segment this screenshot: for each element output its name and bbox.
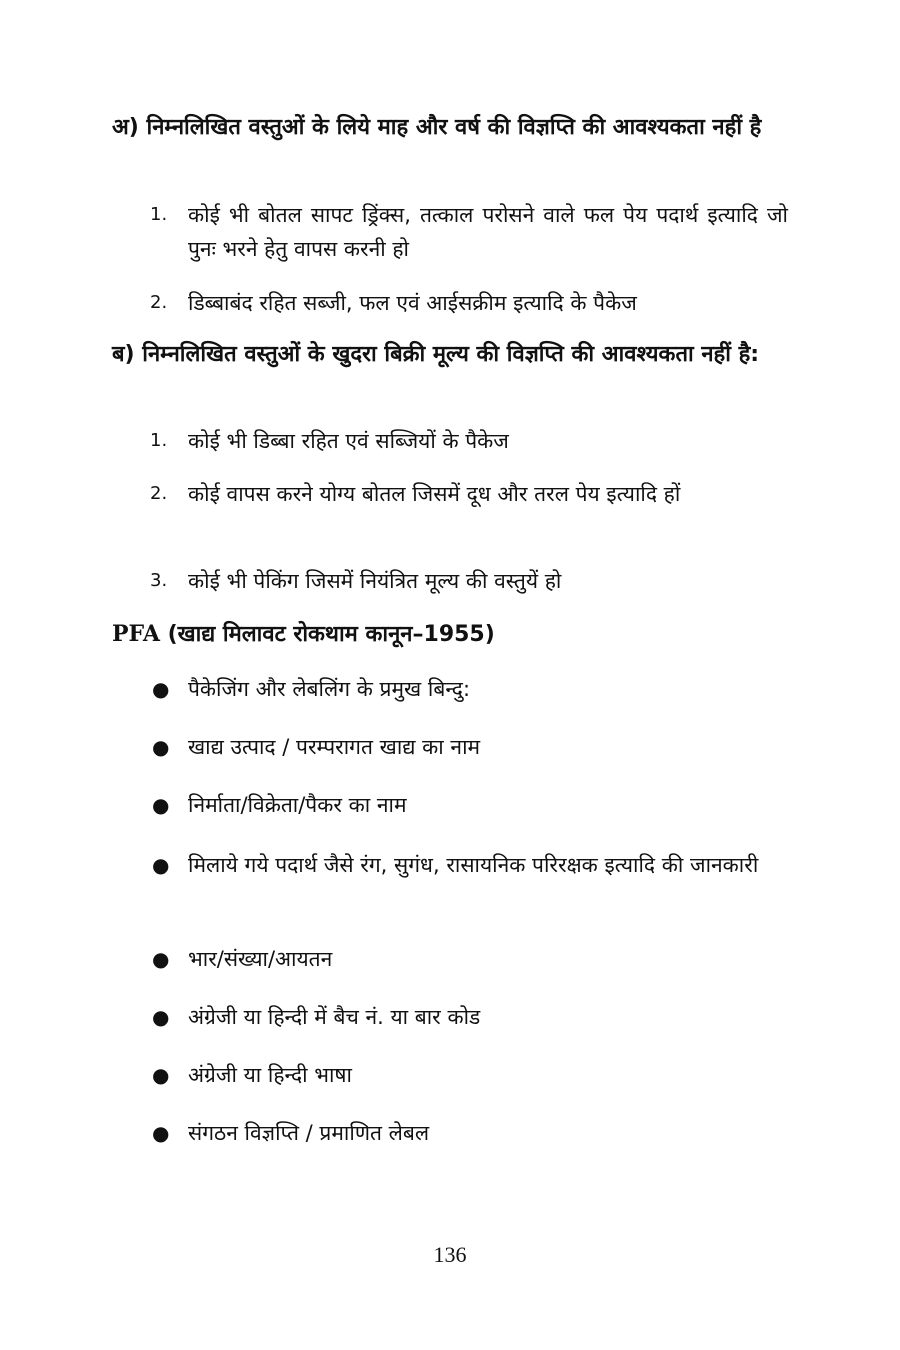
list-number: 2. [150,292,168,313]
section-a-heading: अ) निम्नलिखित वस्तुओं के लिये माह और वर्ष की विज्ञप्ति की आवश्यकता नहीं है [112,115,762,140]
pfa-item-5 [150,942,788,976]
list-number: 2. [150,483,168,504]
pfa-item-1 [150,672,788,706]
section-b-item-3 [150,564,788,598]
list-item-text: कोई भी पेकिंग जिसमें नियंत्रित मूल्य की वस्तुयें हो [188,569,562,593]
section-b-item-1 [150,424,788,458]
pfa-heading-text: (खाद्य मिलावट रोकथाम कानून–1955) [159,622,495,647]
pfa-item-8 [150,1116,788,1150]
list-item-text: संगठन विज्ञप्ति / प्रमाणित लेबल [188,1121,430,1145]
list-item-text: कोई वापस करने योग्य बोतल जिसमें दूध और तरल पेय इत्यादि हों [188,482,681,506]
bullet-icon: ● [152,1121,170,1145]
section-b-heading: ब) निम्नलिखित वस्तुओं के खुदरा बिक्री मूल्य की विज्ञप्ति की आवश्यकता नहीं है: [112,342,760,367]
list-number: 1. [150,430,168,451]
bullet-icon: ● [152,853,170,877]
list-number: 1. [150,204,168,225]
pfa-item-4 [150,848,788,882]
list-item-text: भार/संख्या/आयतन [188,947,333,971]
bullet-icon: ● [152,677,170,701]
bullet-icon: ● [152,793,170,817]
section-a-item-1 [150,198,788,266]
list-number: 3. [150,570,168,591]
section-b-item-2 [150,477,788,511]
list-item-text: मिलाये गये पदार्थ जैसे रंग, सुगंध, रासायनिक परिरक्षक इत्यादि की जानकारी [188,853,759,877]
list-item-text: अंग्रेजी या हिन्दी भाषा [188,1063,353,1087]
bullet-icon: ● [152,947,170,971]
pfa-item-2 [150,730,788,764]
pfa-item-3 [150,788,788,822]
list-item-text: डिब्बाबंद रहित सब्जी, फल एवं आईसक्रीम इत्यादि के पैकेज [188,291,637,315]
pfa-item-6 [150,1000,788,1034]
bullet-icon: ● [152,1005,170,1029]
page-number: 136 [433,1242,467,1267]
list-item-text: कोई भी डिब्बा रहित एवं सब्जियों के पैकेज [188,429,509,453]
list-item-text: कोई भी बोतल सापट ड्रिंक्स, तत्काल परोसने वाले फल पेय पदार्थ इत्यादि जो पुनः भरने हेतु वापस करनी हो [188,203,788,261]
list-item-text: निर्माता/विक्रेता/पैकर का नाम [188,793,407,817]
pfa-heading-abbrev: PFA [112,621,160,647]
list-item-text: पैकेजिंग और लेबलिंग के प्रमुख बिन्दु: [188,677,471,701]
list-item-text: अंग्रेजी या हिन्दी में बैच नं. या बार कोड [188,1005,481,1029]
list-item-text: खाद्य उत्पाद / परम्परागत खाद्य का नाम [188,735,481,759]
pfa-heading [112,618,788,651]
bullet-icon: ● [152,735,170,759]
pfa-item-7 [150,1058,788,1092]
bullet-icon: ● [152,1063,170,1087]
section-a-item-2 [150,286,788,320]
